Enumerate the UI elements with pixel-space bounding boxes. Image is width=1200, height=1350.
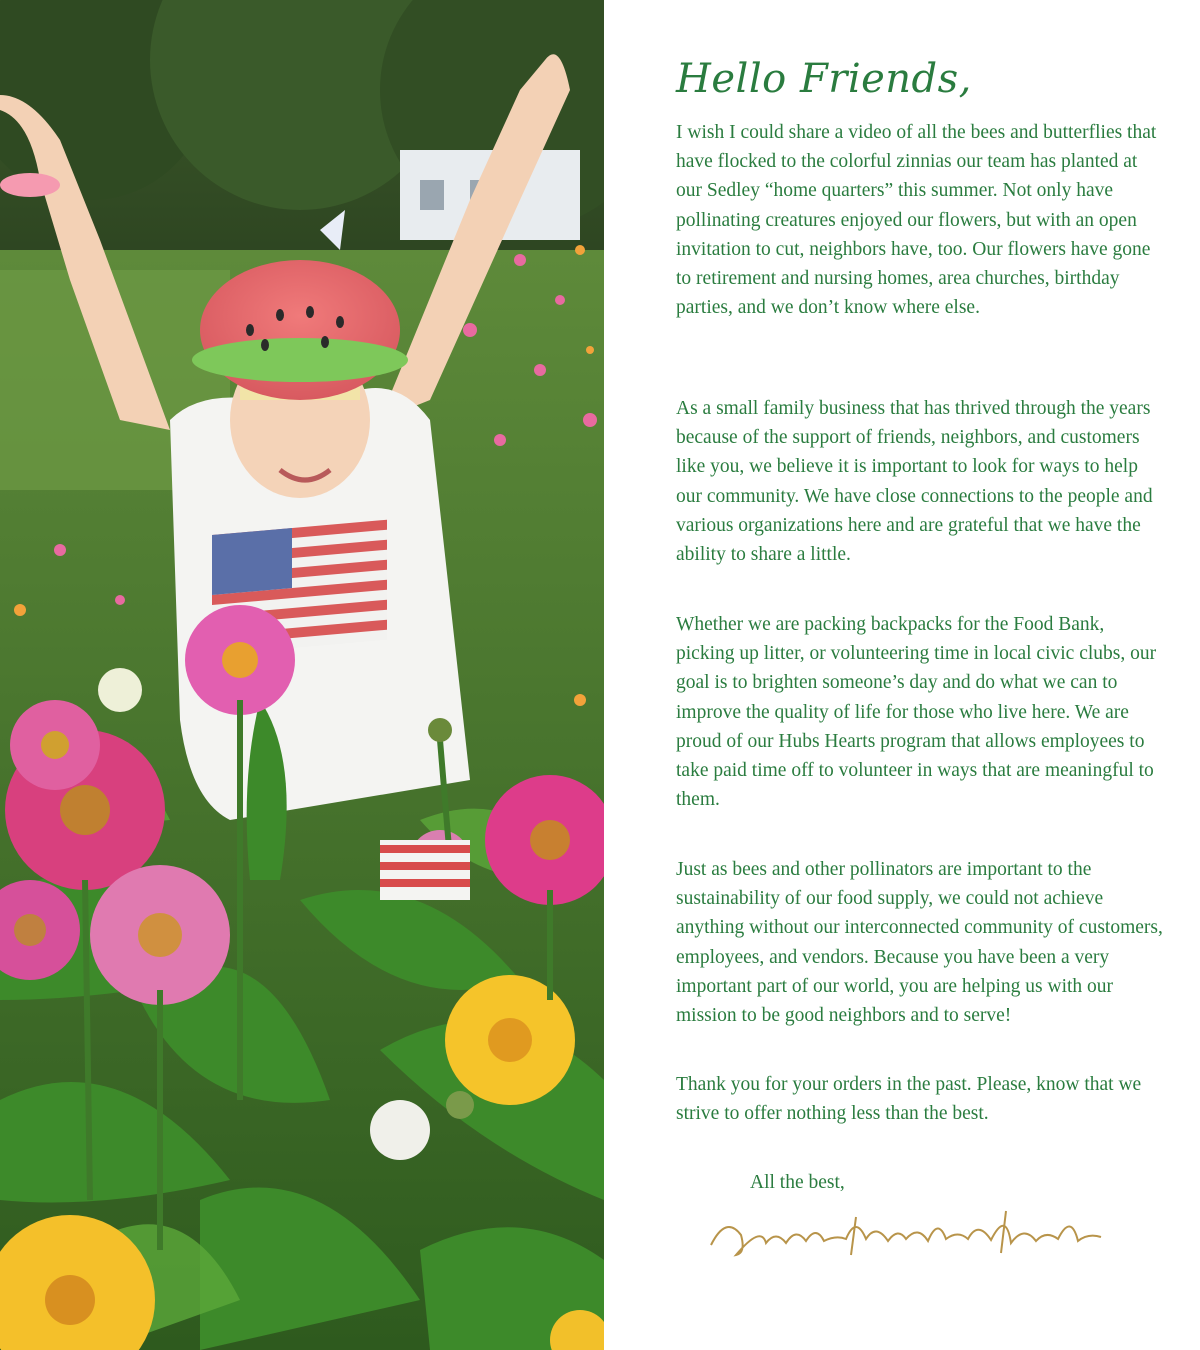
closing: All the best, [750,1172,845,1193]
letter [676,0,1166,1350]
paragraph-2: As a small family business that has thrived through the years because of the support of friends, neighbors, and customers like you, we believe it is important to look for ways to help our community. We have close connections to the people and various organizations here and are grateful that we have the ability to share a little. [676,398,1153,566]
paragraph-3: Whether we are packing backpacks for the Food Bank, picking up litter, or volunteering time in local civic clubs, our goal is to brighten someone’s day and do what we can to improve the quality of life for those who live here. We are proud of our Hubs Hearts program that allows employees to take paid time off to volunteer in ways that are meaningful to them. [676,614,1157,811]
paragraph-1: I wish I could share a video of all the bees and butterflies that have flocked to the colorful zinnias our team has planted at our Sedley “home quarters” this summer. Not only have pollinating creatures enjoyed our flowers, but with an open invitation to cut, neighbors have, too. Our flowers have gone to retirement and nursing homes, area churches, birthday parties, and we don’t know where else. [676,122,1157,319]
paragraph-5: Thank you for your orders in the past. Please, know that we strive to offer nothing less than the best. [676,1074,1142,1125]
signature [706,1205,1106,1265]
paragraph-4: Just as bees and other pollinators are important to the sustainability of our food supply, we could not achieve anything without our interconnected community of customers, employees, and vendors. Because you have been a very important part of our world, you are helping us with our mission to be good neighbors and to serve! [676,859,1163,1027]
greeting: Hello Friends, [676,56,972,102]
